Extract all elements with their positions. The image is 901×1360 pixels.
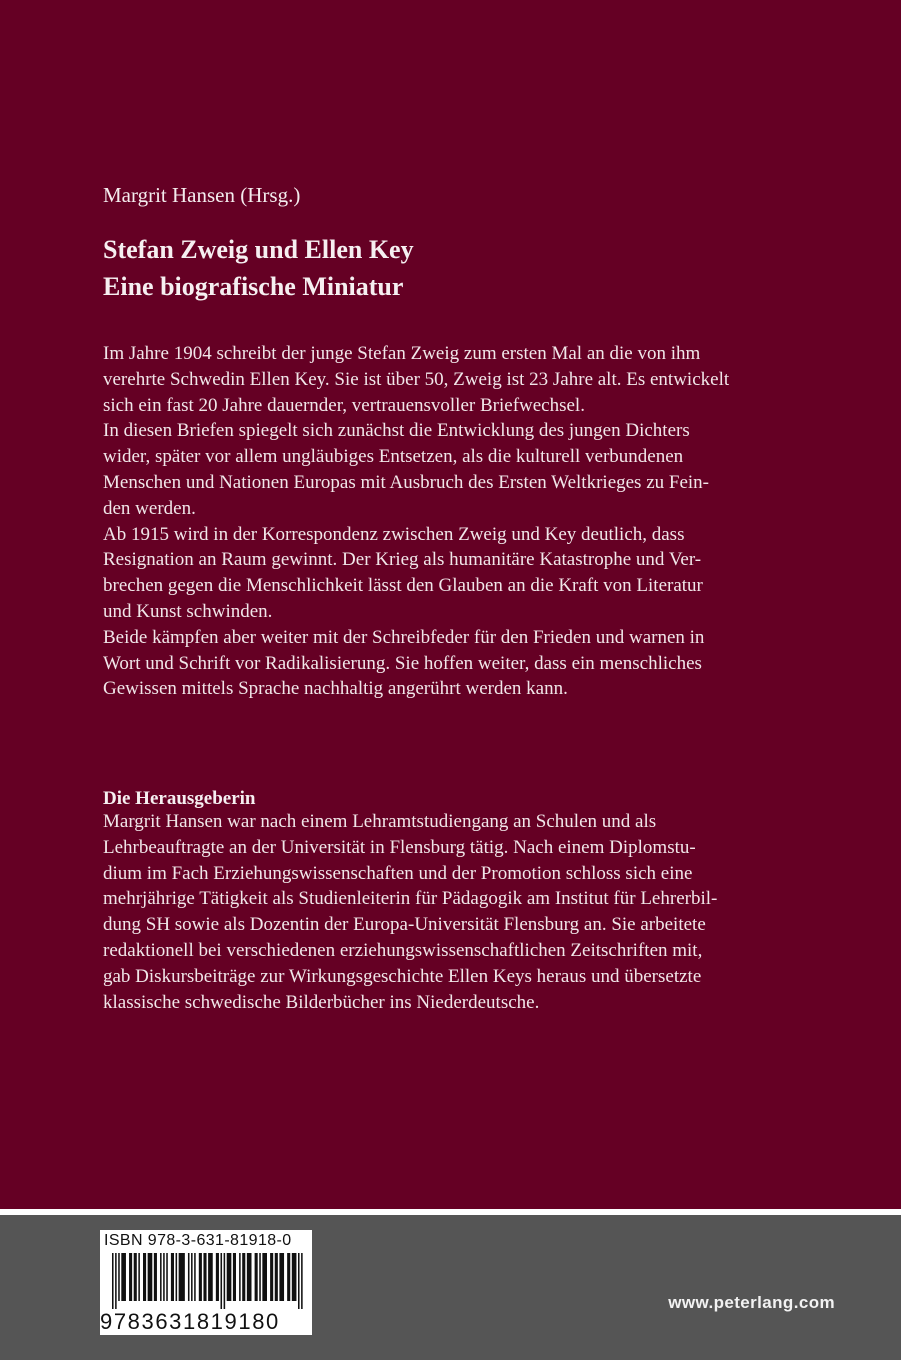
barcode-bar <box>160 1253 162 1301</box>
publisher-website: www.peterlang.com <box>668 1293 835 1312</box>
barcode-bar <box>221 1253 223 1309</box>
barcode-bar <box>262 1253 267 1301</box>
barcode-bar <box>247 1253 252 1301</box>
barcode-bar <box>118 1253 120 1301</box>
barcode-bar <box>188 1253 190 1301</box>
barcode-bar <box>301 1253 303 1309</box>
blurb-line: Wort und Schrift vor Radikalisierung. Sie hoffen weiter, dass ein menschliches <box>103 652 702 674</box>
barcode-bar <box>129 1253 132 1301</box>
barcode-bar <box>194 1253 196 1301</box>
barcode-bar <box>134 1253 137 1301</box>
barcode-bar <box>287 1253 290 1301</box>
blurb-line: Resignation an Raum gewinnt. Der Krieg als humanitäre Katastrophe und Ver- <box>103 549 702 571</box>
bio-line: dium im Fach Erziehungswissenschaften und der Promotion schloss sich eine <box>103 862 693 884</box>
barcode-bar <box>208 1253 213 1301</box>
isbn-text: ISBN 978-3-631-81918-0 <box>104 1232 292 1249</box>
barcode-image <box>104 1253 308 1309</box>
book-blurb <box>103 341 843 702</box>
blurb-line: den werden. <box>103 497 196 519</box>
barcode-bar <box>239 1253 241 1301</box>
barcode-bar <box>216 1253 219 1301</box>
bio-line: dung SH sowie als Dozentin der Europa-Universität Flensburg an. Sie arbeitete <box>103 914 706 936</box>
barcode-bar <box>163 1253 165 1301</box>
book-title <box>103 231 414 305</box>
blurb-line: wider, später vor allem ungläubiges Entsetzen, als die kulturell verbundenen <box>103 446 684 468</box>
blurb-line: Ab 1915 wird in der Korrespondenz zwischen Zweig und Key deutlich, dass <box>103 523 685 545</box>
barcode-bar <box>242 1253 245 1301</box>
blurb-line: Menschen und Nationen Europas mit Ausbruch des Ersten Weltkrieges zu Fein- <box>103 471 709 493</box>
blurb-line: und Kunst schwinden. <box>103 600 273 622</box>
barcode-number: 9783631819180 <box>100 1309 280 1334</box>
barcode-bar <box>154 1253 157 1301</box>
barcode-bar <box>224 1253 226 1309</box>
bio-line: Lehrbeauftragte an der Universität in Flensburg tätig. Nach einem Diplomstu- <box>103 836 696 858</box>
blurb-line: sich ein fast 20 Jahre dauernder, vertrauensvoller Briefwechsel. <box>103 394 585 416</box>
barcode-bar <box>298 1253 300 1309</box>
barcode-bar <box>270 1253 273 1301</box>
barcode-bar <box>255 1253 258 1301</box>
barcode-bar <box>166 1253 168 1301</box>
bio-line: redaktionell bei verschiedenen erziehungswissenschaftlichen Zeitschriften mit, <box>103 939 703 961</box>
barcode-bar <box>199 1253 202 1301</box>
bio-line: gab Diskursbeiträge zur Wirkungsgeschichte Ellen Keys heraus und übersetzte <box>103 965 702 987</box>
barcode-bar <box>148 1253 153 1301</box>
barcode-bar <box>233 1253 236 1301</box>
blurb-line: Im Jahre 1904 schreibt der junge Stefan Zweig zum ersten Mal an die von ihm <box>103 343 701 364</box>
blurb-line: brechen gegen die Menschlichkeit lässt den Glauben an die Kraft von Literatur <box>103 575 703 597</box>
editor-bio <box>103 809 843 1015</box>
barcode-bar <box>112 1253 114 1309</box>
blurb-line: Beide kämpfen aber weiter mit der Schreibfeder für den Frieden und warnen in <box>103 626 705 648</box>
barcode-bar <box>191 1253 193 1301</box>
bio-line: mehrjährige Tätigkeit als Studienleiterin für Pädagogik am Institut für Lehrerbil- <box>103 888 718 910</box>
barcode-bar <box>203 1253 206 1301</box>
barcode-bar <box>179 1253 185 1301</box>
book-subtitle-line: Eine biografische Miniatur <box>103 272 404 301</box>
barcode-bar <box>275 1253 278 1301</box>
bio-line: Margrit Hansen war nach einem Lehramtstudiengang an Schulen und als <box>103 811 657 832</box>
barcode-bar <box>121 1253 126 1301</box>
barcode-bar <box>227 1253 232 1301</box>
editor-bio-heading: Die Herausgeberin <box>103 788 256 809</box>
barcode-bar <box>259 1253 261 1301</box>
editor-credit: Margrit Hansen (Hrsg.) <box>103 183 301 207</box>
blurb-line: verehrte Schwedin Ellen Key. Sie ist über 50, Zweig ist 23 Jahre alt. Es entwickelt <box>103 368 730 390</box>
barcode-bar <box>279 1253 284 1301</box>
barcode-bar <box>143 1253 146 1301</box>
bio-line: klassische schwedische Bilderbücher ins Niederdeutsche. <box>103 991 540 1013</box>
barcode-bar <box>292 1253 297 1301</box>
barcode-bar <box>176 1253 178 1301</box>
book-title-line: Stefan Zweig und Ellen Key <box>103 235 414 264</box>
blurb-line: In diesen Briefen spiegelt sich zunächst die Entwicklung des jungen Dichters <box>103 420 690 442</box>
barcode-bar <box>171 1253 174 1301</box>
blurb-line: Gewissen mittels Sprache nachhaltig angerührt werden kann. <box>103 678 568 700</box>
barcode-bar <box>115 1253 117 1309</box>
barcode-bar <box>138 1253 140 1301</box>
